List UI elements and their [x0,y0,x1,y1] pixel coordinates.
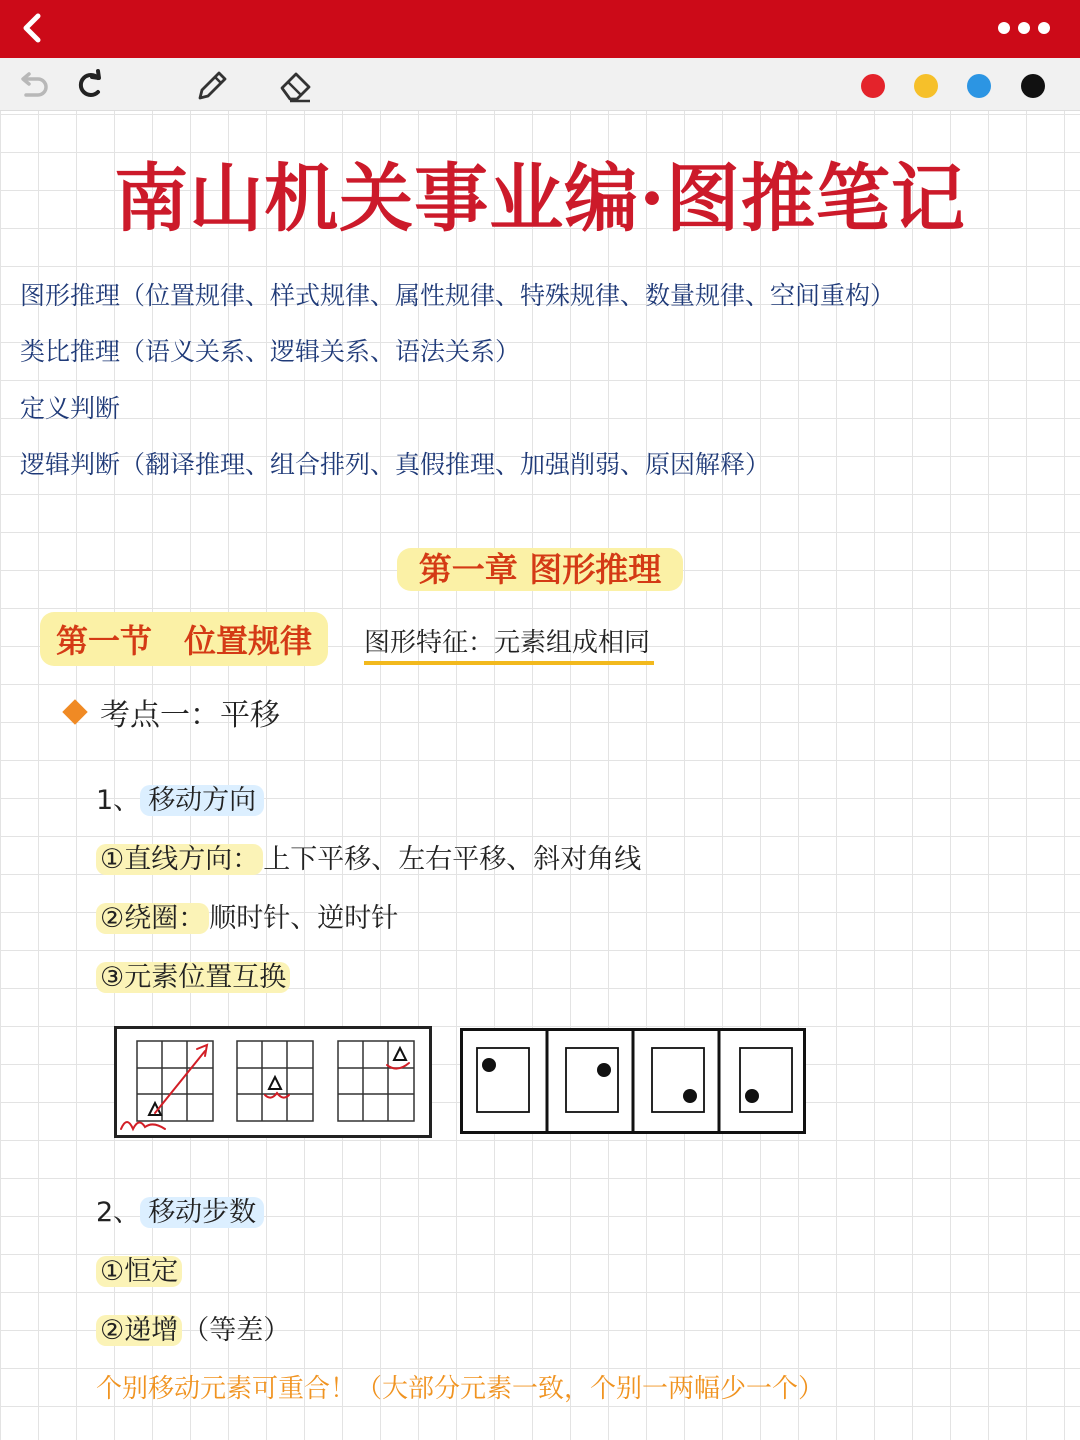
section-title: 第一节 位置规律 [40,612,328,666]
black-color-swatch[interactable] [1021,74,1045,98]
blue-color-swatch[interactable] [967,74,991,98]
list-item-label: ②绕圈： [96,903,209,934]
list-item-text: 顺时针、逆时针 [209,903,399,934]
dot-swap-drawing [460,1028,806,1134]
eraser-icon[interactable] [276,66,314,104]
list-item-text: （等差） [182,1315,291,1346]
list-item [96,896,398,935]
subheading-number: 1、 [96,785,141,816]
more-icon[interactable] [998,14,1050,42]
list-item-label: ①直线方向： [96,844,263,875]
red-color-swatch[interactable] [861,74,885,98]
list-item-label: ②递增 [96,1315,182,1346]
toc-item-figure-reasoning: 图形推理（位置规律、样式规律、属性规律、特殊规律、数量规律、空间重构） [20,281,896,310]
back-icon[interactable] [12,8,52,48]
yellow-color-swatch[interactable] [914,74,938,98]
grid-translation-drawing [117,1029,429,1135]
position-swap-figure [460,1028,806,1134]
toc-item-analogy: 类比推理（语义关系、逻辑关系、语法关系） [20,337,521,366]
list-item-label: ③元素位置互换 [96,962,290,993]
exam-point-label: 考点一：平移 [100,698,280,733]
list-item-text: 上下平移、左右平移、斜对角线 [263,844,642,875]
top-bar [0,0,1080,58]
toc-item-definition: 定义判断 [20,394,121,423]
list-item [96,1249,182,1288]
subheading-direction [96,778,264,817]
pencil-icon[interactable] [192,66,230,104]
subheading-steps [96,1190,264,1229]
translation-grid-figure [114,1026,432,1138]
toc-item-logic: 逻辑判断（翻译推理、组合排列、真假推理、加强削弱、原因解释） [20,450,771,479]
subheading-label: 移动步数 [140,1197,264,1228]
redo-icon[interactable] [70,66,108,104]
list-item [96,955,290,994]
chapter-heading [0,544,1080,591]
list-item [96,837,641,876]
subheading-label: 移动方向 [140,785,264,816]
figure-feature: 图形特征：元素组成相同 [364,622,654,665]
undo-icon[interactable] [14,66,52,104]
exam-point [66,690,280,734]
list-item-label: ①恒定 [96,1256,182,1287]
diamond-bullet-icon [62,699,87,724]
page-title: 南山机关事业编·图推笔记 [114,156,966,242]
chapter-title: 第一章 图形推理 [397,548,684,591]
subheading-number: 2、 [96,1197,141,1228]
list-item [96,1308,290,1347]
warning-note: 个别移动元素可重合！（大部分元素一致，个别一两幅少一个） [96,1374,825,1404]
